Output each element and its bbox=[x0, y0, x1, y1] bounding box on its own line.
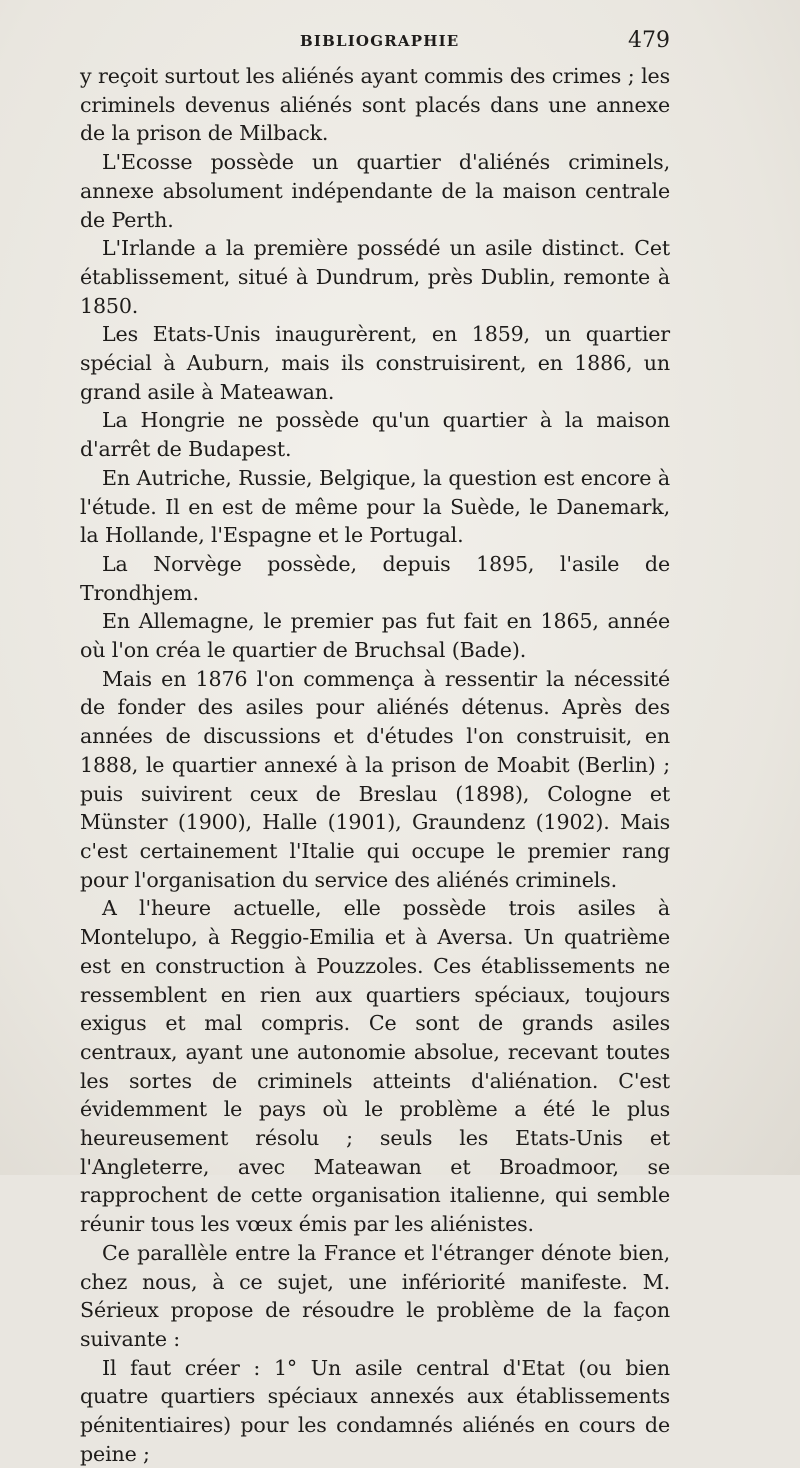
running-title: BIBLIOGRAPHIE bbox=[300, 32, 460, 50]
paragraph-continuation: y reçoit surtout les aliénés ayant commis des crimes ; les criminels devenus aliénés sont placés dans une annexe de la prison de Milback. bbox=[80, 64, 670, 146]
paragraph-germany: En Allemagne, le premier pas fut fait en 1865, année où l'on créa le quartier de Bruchsal (Bade). bbox=[80, 609, 670, 663]
paragraph-norway: La Norvège possède, depuis 1895, l'asile de Trondhjem. bbox=[80, 551, 670, 605]
paragraph-italy: A l'heure actuelle, elle possède trois asiles à Montelupo, à Reggio-Emilia et à Aversa. Un quatrième est en construction à Pouzzoles. Ces établissements ne ressemblent en rien aux quartiers spéciaux, toujours exigus et mal compris. Ce sont de grands asiles centraux, ayant une autonomie absolue, recevant toutes les sortes de criminels atteints d'aliénation. C'est évidemment le pays où le problème a été le plus heureusement résolu ; seuls les Etats-Unis et l'Angleterre, avec Mateawan et Broadmoor, se rapprochent de cette organisation italienne, qui semble réunir tous les vœux émis par les aliénistes. bbox=[80, 896, 670, 1237]
paragraph-ireland: L'Irlande a la première possédé un asile distinct. Cet établissement, situé à Dundrum, près Dublin, remonte à 1850. bbox=[80, 236, 670, 318]
body-text bbox=[80, 62, 670, 1468]
paragraph-united-states: Les Etats-Unis inaugurèrent, en 1859, un quartier spécial à Auburn, mais ils construisirent, en 1886, un grand asile à Mateawan. bbox=[80, 322, 670, 404]
paragraph-scotland: L'Ecosse possède un quartier d'aliénés criminels, annexe absolument indépendante de la maison centrale de Perth. bbox=[80, 150, 670, 232]
paragraph-hungary: La Hongrie ne possède qu'un quartier à la maison d'arrêt de Budapest. bbox=[80, 408, 670, 462]
page-header bbox=[80, 30, 670, 60]
paragraph-german-asylums: Mais en 1876 l'on commença à ressentir la nécessité de fonder des asiles pour aliénés détenus. Après des années de discussions et d'études l'on construisit, en 1888, le quartier annexé à la prison de Moabit (Berlin) ; puis suivirent ceux de Breslau (1898), Cologne et Münster (1900), Halle (1901), Graundenz (1902). Mais c'est certainement l'Italie qui occupe le premier rang pour l'organisation du service des aliénés criminels. bbox=[80, 666, 670, 892]
paragraph-austria: En Autriche, Russie, Belgique, la question est encore à l'étude. Il en est de même pour la Suède, le Danemark, la Hollande, l'Espagne et le Portugal. bbox=[80, 465, 670, 548]
page-number: 479 bbox=[628, 28, 670, 53]
paragraph-comparison: Ce parallèle entre la France et l'étranger dénote bien, chez nous, à ce sujet, une infériorité manifeste. M. Sérieux propose de résoudre le problème de la façon suivante : bbox=[80, 1240, 670, 1351]
paragraph-proposal: Il faut créer : 1° Un asile central d'Etat (ou bien quatre quartiers spéciaux annexés aux établissements pénitentiaires) pour les condamnés aliénés en cours de peine ; bbox=[80, 1355, 670, 1466]
